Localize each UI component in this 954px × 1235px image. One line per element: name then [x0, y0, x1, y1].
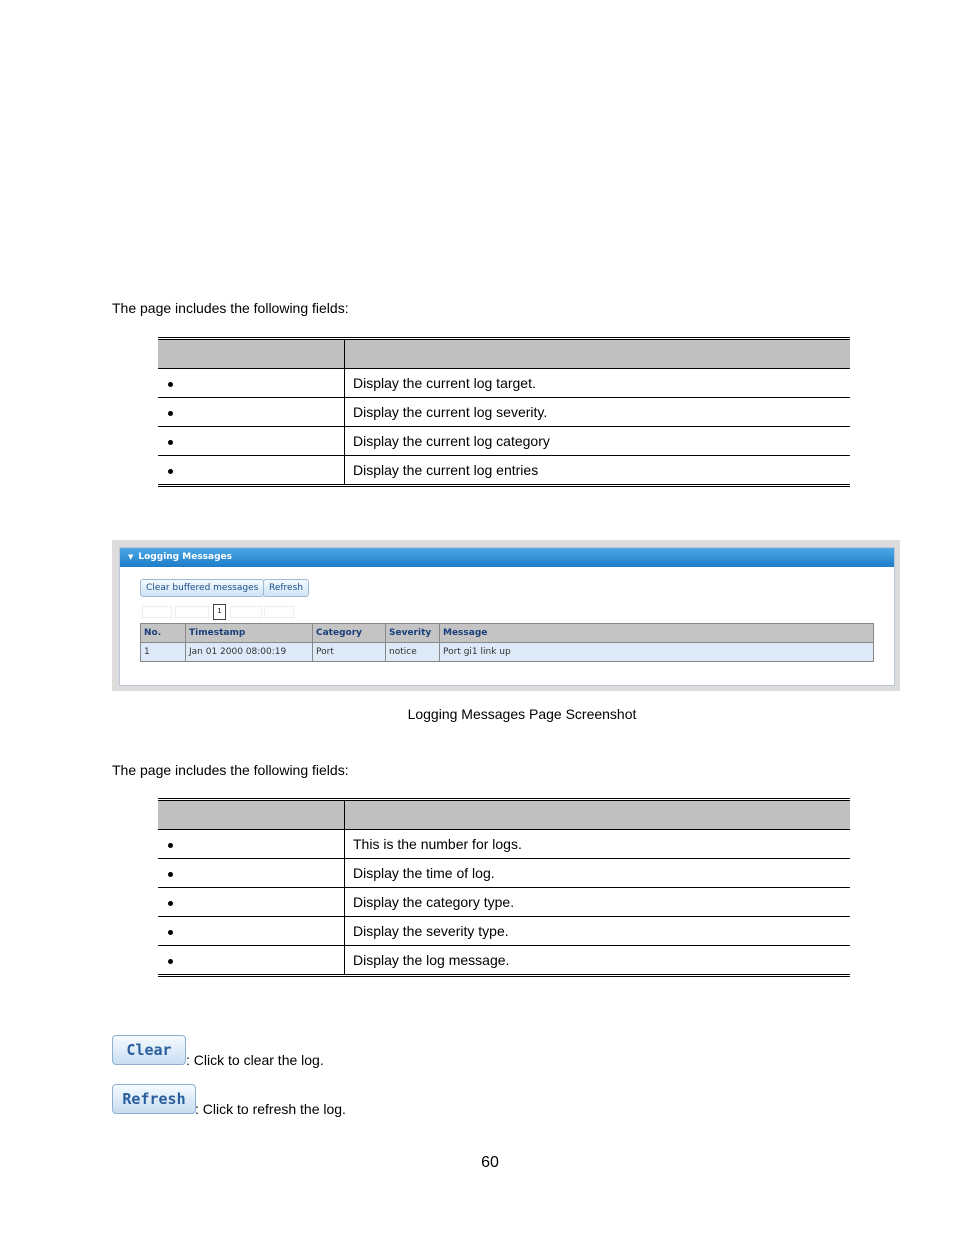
- table-row: Display the current log severity.: [158, 398, 850, 427]
- bullet-icon: [168, 382, 173, 387]
- page-number: 60: [481, 1154, 499, 1171]
- bullet-icon: [168, 901, 173, 906]
- bullet-icon: [168, 930, 173, 935]
- bullet-icon: [168, 843, 173, 848]
- intro-text-2: The page includes the following fields:: [112, 762, 349, 778]
- col-message: Message: [440, 624, 874, 643]
- table-row: Display the current log category: [158, 427, 850, 456]
- pager-last[interactable]: [264, 606, 294, 618]
- panel-title: Logging Messages: [138, 552, 233, 562]
- col-category: Category: [313, 624, 386, 643]
- log-row: 1 Jan 01 2000 08:00:19 Port notice Port gi1 link up: [141, 643, 874, 662]
- clear-button-description: : Click to clear the log.: [186, 1052, 324, 1068]
- table-row: Display the category type.: [158, 888, 850, 917]
- clear-buffered-messages-button[interactable]: Clear buffered messages: [140, 579, 264, 597]
- table-row: Display the log message.: [158, 946, 850, 976]
- logging-messages-panel: [119, 547, 895, 686]
- intro-text: The page includes the following fields:: [112, 300, 349, 316]
- panel-header[interactable]: [120, 548, 894, 567]
- fields-table-1: [158, 337, 850, 487]
- bullet-icon: [168, 959, 173, 964]
- table-row: Display the current log entries: [158, 456, 850, 486]
- bullet-icon: [168, 440, 173, 445]
- table-header: [158, 800, 850, 830]
- refresh-button[interactable]: Refresh: [263, 579, 309, 597]
- pager-next[interactable]: [230, 606, 262, 618]
- fields-table-2: [158, 798, 850, 977]
- table-header: [158, 339, 850, 369]
- bullet-icon: [168, 872, 173, 877]
- col-no: No.: [141, 624, 186, 643]
- col-timestamp: Timestamp: [186, 624, 313, 643]
- logging-messages-screenshot: [112, 540, 900, 691]
- bullet-icon: [168, 411, 173, 416]
- bullet-icon: [168, 469, 173, 474]
- pager-current-page[interactable]: 1: [213, 604, 226, 620]
- refresh-button-description: : Click to refresh the log.: [195, 1101, 346, 1117]
- pager-prev[interactable]: [175, 606, 209, 618]
- collapse-triangle-icon: ▼: [128, 553, 134, 561]
- figure-caption: Logging Messages Page Screenshot: [407, 706, 637, 722]
- table-row: Display the severity type.: [158, 917, 850, 946]
- col-severity: Severity: [386, 624, 440, 643]
- log-table: [140, 623, 874, 662]
- pager-first[interactable]: [142, 606, 172, 618]
- log-header-row: [141, 624, 874, 643]
- table-row: Display the time of log.: [158, 859, 850, 888]
- table-row: This is the number for logs.: [158, 830, 850, 859]
- clear-button[interactable]: Clear: [112, 1035, 186, 1065]
- table-row: Display the current log target.: [158, 369, 850, 398]
- refresh-image-button[interactable]: Refresh: [112, 1084, 196, 1114]
